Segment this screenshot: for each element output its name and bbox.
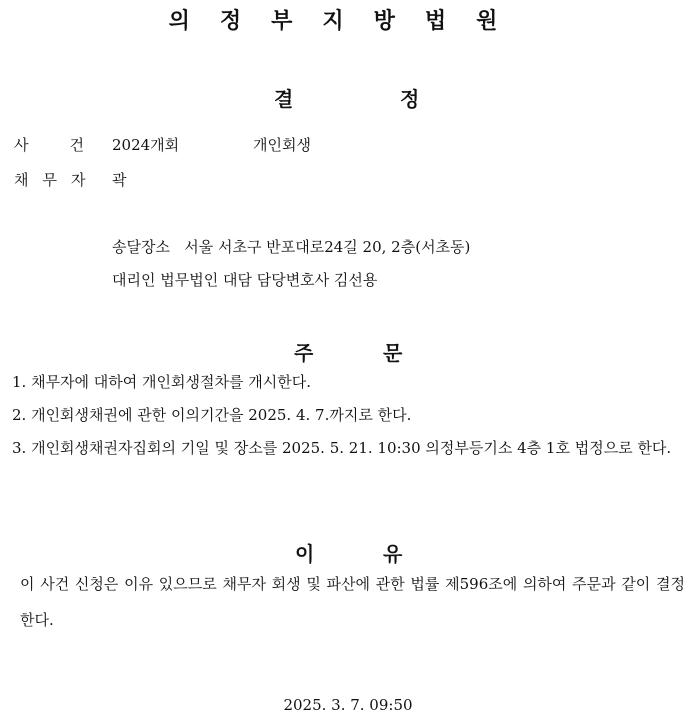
debtor-name: 곽: [112, 171, 127, 189]
debtor-label: 채무자: [14, 171, 100, 189]
title-char-right: 정: [400, 87, 420, 111]
service-address: 송달장소 서울 서초구 반포대로24길 20, 2층(서초동): [112, 238, 471, 256]
order-heading-right: 문: [383, 341, 403, 365]
case-label: [14, 134, 84, 155]
order-heading-left: 주: [294, 341, 314, 365]
reason-heading-left: 이: [295, 542, 315, 566]
title-char-left: 결: [274, 87, 294, 111]
case-name: 개인회생: [253, 136, 311, 154]
case-label-text: 사 건: [14, 136, 84, 154]
order-list: [12, 366, 688, 465]
case-number: 2024개회: [112, 136, 180, 154]
decision-datetime: 2025. 3. 7. 09:50: [283, 696, 413, 714]
order-item: 2. 개인회생채권에 관한 이의기간을 2025. 4. 7.까지로 한다.: [12, 406, 412, 424]
order-item: 1. 채무자에 대하여 개인회생절차를 개시한다.: [12, 373, 311, 391]
reason-heading-right: 유: [383, 542, 403, 566]
reason-text: 이 사건 신청은 이유 있으므로 채무자 회생 및 파산에 관한 법률 제596조에 의하여 주문과 같이 결정한다.: [20, 575, 685, 629]
court-name: 의정부지방법원: [168, 9, 528, 34]
order-item: 3. 개인회생채권자집회의 기일 및 장소를 2025. 5. 21. 10:30 의정부등기소 4층 1호 법정으로 한다.: [12, 439, 672, 457]
agent: 대리인 법무법인 대담 담당변호사 김선용: [112, 271, 378, 289]
